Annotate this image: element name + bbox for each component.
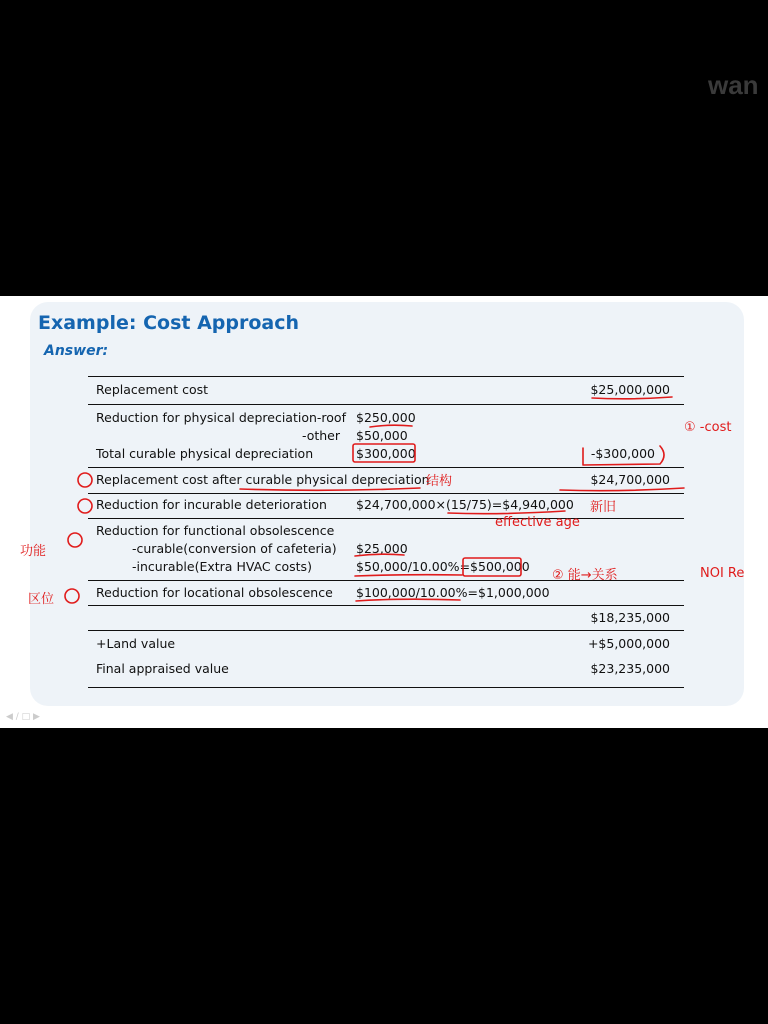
ink-note: NOI Re <box>700 566 745 581</box>
row-mid-value: $250,000 <box>356 410 416 425</box>
row-mid-value: $24,700,000×(15/75)=$4,940,000 <box>356 497 574 512</box>
ink-note: effective age <box>495 515 580 530</box>
row-label: Final appraised value <box>96 661 229 676</box>
ink-note: ② 能→关系 <box>552 568 618 583</box>
slide-title: Example: Cost Approach <box>38 312 300 334</box>
table-rule <box>88 404 684 405</box>
row-mid-value: $100,000/10.00%=$1,000,000 <box>356 585 550 600</box>
row-label: -incurable(Extra HVAC costs) <box>132 559 312 574</box>
row-mid-value: $50,000 <box>356 428 408 443</box>
ink-note: 结构 <box>426 474 453 489</box>
row-label: Reduction for physical depreciation-roof <box>96 410 346 425</box>
table-rule <box>88 493 684 494</box>
table-rule <box>88 687 684 688</box>
slide-nav-controls[interactable]: ◀ ∕ □ ▶ <box>6 712 40 722</box>
row-label: Total curable physical depreciation <box>96 446 314 461</box>
ink-note: 新旧 <box>590 500 617 515</box>
row-label: Reduction for locational obsolescence <box>96 585 333 600</box>
row-label: Replacement cost after curable physical depreciation <box>96 472 430 487</box>
ink-note: 区位 <box>28 592 55 607</box>
row-label: Reduction for functional obsolescence <box>96 523 335 538</box>
table-rule <box>88 467 684 468</box>
row-label: +Land value <box>96 636 176 651</box>
slide-subtitle: Answer: <box>44 343 109 359</box>
row-label: Replacement cost <box>96 382 209 397</box>
row-value: $25,000,000 <box>590 382 670 397</box>
row-value: +$5,000,000 <box>587 636 670 651</box>
ink-note: 功能 <box>20 544 47 559</box>
row-mid-value: $300,000 <box>356 446 416 461</box>
row-label: Reduction for incurable deterioration <box>96 497 327 512</box>
row-mid-value: $50,000/10.00%=$500,000 <box>356 559 530 574</box>
table-rule <box>88 630 684 631</box>
row-value: $23,235,000 <box>590 661 670 676</box>
table-rule <box>88 376 684 377</box>
row-value: $18,235,000 <box>590 610 670 625</box>
row-mid-value: $25,000 <box>356 541 408 556</box>
row-label: -other <box>301 428 340 443</box>
ink-note: ① -cost <box>684 420 732 435</box>
table-rule <box>88 518 684 519</box>
watermark: wan <box>708 70 759 100</box>
row-label: -curable(conversion of cafeteria) <box>132 541 337 556</box>
row-value: $24,700,000 <box>590 472 670 487</box>
row-value: -$300,000 <box>590 446 655 461</box>
table-rule <box>88 605 684 606</box>
